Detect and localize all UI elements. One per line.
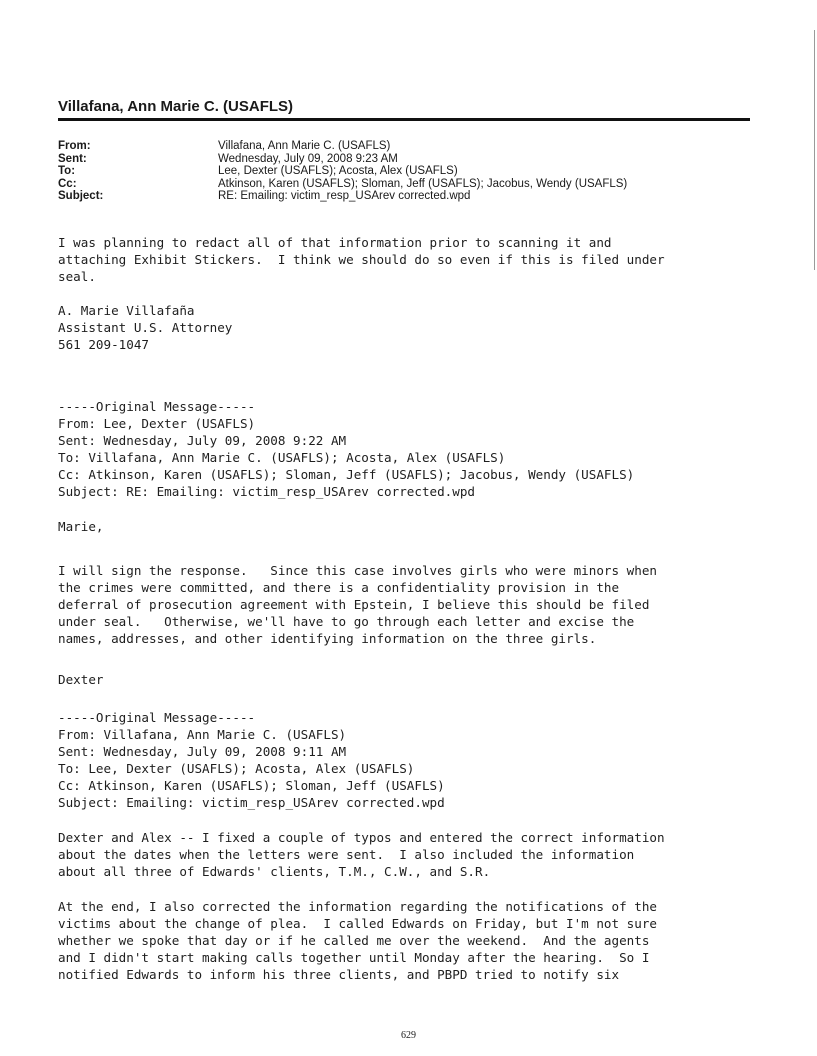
msg2-greeting: Marie,: [58, 519, 104, 534]
meta-from-label: From:: [58, 140, 91, 152]
email-metadata: [58, 140, 627, 203]
body-line: names, addresses, and other identifying information on the three girls.: [58, 631, 597, 646]
signature-title: Assistant U.S. Attorney: [58, 320, 233, 335]
body-line: I was planning to redact all of that information prior to scanning it and: [58, 235, 612, 250]
original-message-separator: -----Original Message-----: [58, 710, 256, 725]
meta-subject-row: [58, 190, 627, 203]
meta-sent-value: Wednesday, July 09, 2008 9:23 AM: [218, 152, 398, 165]
msg2-to: To: Villafana, Ann Marie C. (USAFLS); Acosta, Alex (USAFLS): [58, 450, 506, 465]
meta-cc-row: [58, 178, 627, 191]
header-name: Villafana, Ann Marie C. (USAFLS): [58, 98, 294, 115]
msg2-cc: Cc: Atkinson, Karen (USAFLS); Sloman, Jeff (USAFLS); Jacobus, Wendy (USAFLS): [58, 467, 635, 482]
meta-subject-label: Subject:: [58, 190, 104, 202]
meta-cc-value: Atkinson, Karen (USAFLS); Sloman, Jeff (USAFLS); Jacobus, Wendy (USAFLS): [218, 177, 628, 190]
original-message-separator: -----Original Message-----: [58, 399, 256, 414]
msg3-to: To: Lee, Dexter (USAFLS); Acosta, Alex (USAFLS): [58, 761, 415, 776]
meta-to-row: [58, 165, 627, 178]
meta-to-label: To:: [58, 165, 76, 177]
msg3-cc: Cc: Atkinson, Karen (USAFLS); Sloman, Jeff (USAFLS): [58, 778, 445, 793]
meta-from-row: [58, 140, 627, 153]
meta-sent-row: [58, 153, 627, 166]
msg3-sent: Sent: Wednesday, July 09, 2008 9:11 AM: [58, 744, 347, 759]
body-line: under seal. Otherwise, we'll have to go through each letter and excise the: [58, 614, 635, 629]
body-line: seal.: [58, 269, 96, 284]
signature-phone: 561 209-1047: [58, 337, 149, 352]
msg3-subject: Subject: Emailing: victim_resp_USArev corrected.wpd: [58, 795, 445, 810]
body-line: whether we spoke that day or if he called me over the weekend. And the agents: [58, 933, 650, 948]
body-line: about the dates when the letters were sent. I also included the information: [58, 847, 635, 862]
body-line: attaching Exhibit Stickers. I think we should do so even if this is filed under: [58, 252, 665, 267]
meta-cc-label: Cc:: [58, 177, 77, 190]
msg2-subject: Subject: RE: Emailing: victim_resp_USArev corrected.wpd: [58, 484, 476, 499]
meta-from-value: Villafana, Ann Marie C. (USAFLS): [218, 140, 391, 152]
body-line: and I didn't start making calls together until Monday after the hearing. So I: [58, 950, 650, 965]
signature-name: A. Marie Villafaña: [58, 303, 195, 318]
body-line: the crimes were committed, and there is a confidentiality provision in the: [58, 580, 620, 595]
body-line: victims about the change of plea. I called Edwards on Friday, but I'm not sure: [58, 916, 657, 931]
page-edge-line: [814, 30, 815, 270]
page-number: 629: [401, 1030, 416, 1041]
meta-sent-label: Sent:: [58, 152, 87, 165]
msg2-signoff: Dexter: [58, 672, 104, 687]
header-rule: [58, 118, 750, 121]
msg3-from: From: Villafana, Ann Marie C. (USAFLS): [58, 727, 347, 742]
body-line: At the end, I also corrected the information regarding the notifications of the: [58, 899, 657, 914]
meta-subject-value: RE: Emailing: victim_resp_USArev corrected.wpd: [218, 190, 471, 202]
body-line: I will sign the response. Since this case involves girls who were minors when: [58, 563, 657, 578]
msg2-sent: Sent: Wednesday, July 09, 2008 9:22 AM: [58, 433, 347, 448]
meta-to-value: Lee, Dexter (USAFLS); Acosta, Alex (USAFLS): [218, 165, 458, 177]
body-line: about all three of Edwards' clients, T.M., C.W., and S.R.: [58, 864, 491, 879]
body-line: notified Edwards to inform his three clients, and PBPD tried to notify six: [58, 967, 620, 982]
msg2-from: From: Lee, Dexter (USAFLS): [58, 416, 256, 431]
body-line: Dexter and Alex -- I fixed a couple of typos and entered the correct information: [58, 830, 665, 845]
body-line: deferral of prosecution agreement with Epstein, I believe this should be filed: [58, 597, 650, 612]
